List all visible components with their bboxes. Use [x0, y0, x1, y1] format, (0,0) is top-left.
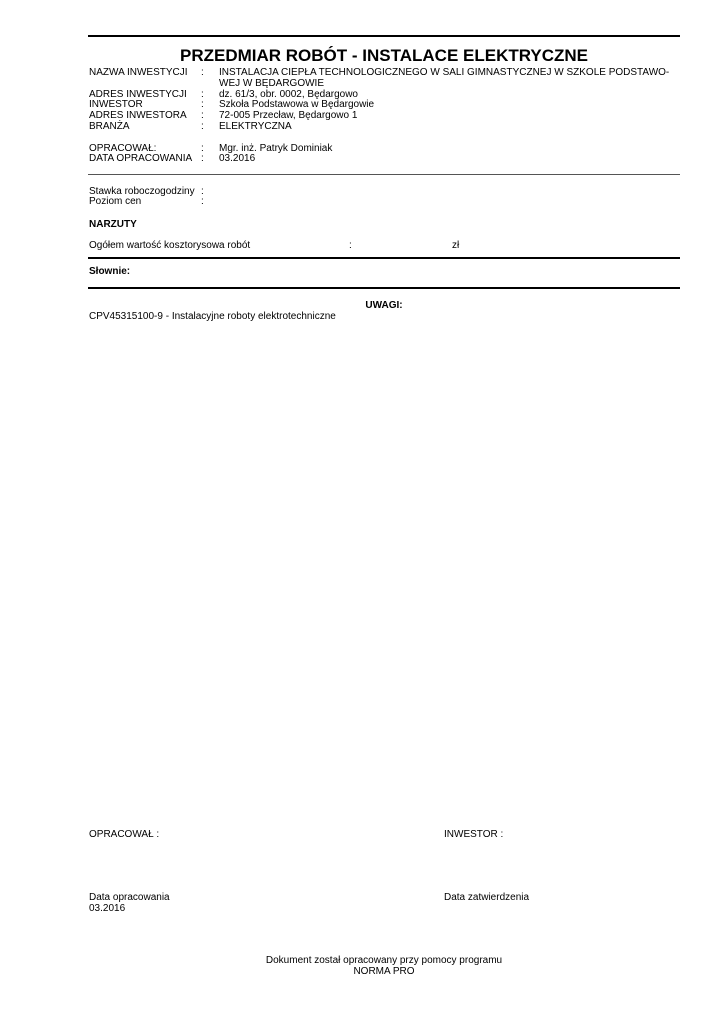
- info-value-investor-address: 72-005 Przecław, Będargowo 1: [219, 110, 358, 121]
- info-label-investor-address: ADRES INWESTORA: [89, 110, 187, 121]
- footer-line2: NORMA PRO: [353, 966, 415, 977]
- info-label-investment-name: NAZWA INWESTYCJI: [89, 67, 188, 78]
- total-label: Ogółem wartość kosztorysowa robót: [89, 240, 251, 251]
- info-colon: :: [201, 110, 204, 121]
- date-prepared-label: Data opracowania: [89, 892, 170, 903]
- cpv-line: CPV45315100-9 - Instalacyjne roboty elektrotechniczne: [89, 311, 336, 322]
- rate-label-hourly: Stawka roboczogodziny: [89, 186, 195, 197]
- info-value-investment-name-line2: WEJ W BĘDARGOWIE: [219, 78, 324, 89]
- info-label-date: DATA OPRACOWANIA: [89, 153, 193, 164]
- info-colon: :: [201, 153, 204, 164]
- info-colon: :: [201, 143, 204, 154]
- rate-colon: :: [201, 186, 204, 197]
- info-colon: :: [201, 99, 204, 110]
- rate-colon: :: [201, 196, 204, 207]
- divider: [88, 257, 680, 259]
- info-value-investment-name-line1: INSTALACJA CIEPŁA TECHNOLOGICZNEGO W SALI GIMNASTYCZNEJ W SZKOLE PODSTAWO-: [219, 67, 670, 78]
- divider: [88, 287, 680, 289]
- info-colon: :: [201, 67, 204, 78]
- top-rule: [88, 35, 680, 37]
- slownie-label: Słownie:: [89, 266, 131, 277]
- info-value-branch: ELEKTRYCZNA: [219, 121, 292, 132]
- date-approved-label: Data zatwierdzenia: [444, 892, 530, 903]
- info-label-investment-address: ADRES INWESTYCJI: [89, 89, 187, 100]
- info-value-date: 03.2016: [219, 153, 256, 164]
- signature-investor-label: INWESTOR :: [444, 829, 504, 840]
- date-prepared-value: 03.2016: [89, 903, 126, 914]
- info-value-investor: Szkoła Podstawowa w Będargowie: [219, 99, 375, 110]
- total-currency: zł: [452, 240, 460, 251]
- info-value-investment-address: dz. 61/3, obr. 0002, Będargowo: [219, 89, 358, 100]
- divider: [88, 174, 680, 175]
- rate-label-price-level: Poziom cen: [89, 196, 142, 207]
- page-title: PRZEDMIAR ROBÓT - INSTALACE ELEKTRYCZNE: [180, 46, 588, 65]
- uwagi-heading: UWAGI:: [365, 300, 403, 311]
- info-label-investor: INWESTOR: [89, 99, 143, 110]
- info-value-author: Mgr. inż. Patryk Dominiak: [219, 143, 333, 154]
- info-colon: :: [201, 121, 204, 132]
- info-colon: :: [201, 89, 204, 100]
- narzuty-heading: NARZUTY: [89, 219, 137, 230]
- signature-author-label: OPRACOWAŁ :: [89, 829, 160, 840]
- total-colon: :: [349, 240, 352, 251]
- info-label-author: OPRACOWAŁ:: [89, 143, 157, 154]
- info-label-branch: BRANŻA: [89, 121, 130, 132]
- footer-line1: Dokument został opracowany przy pomocy programu: [265, 955, 503, 966]
